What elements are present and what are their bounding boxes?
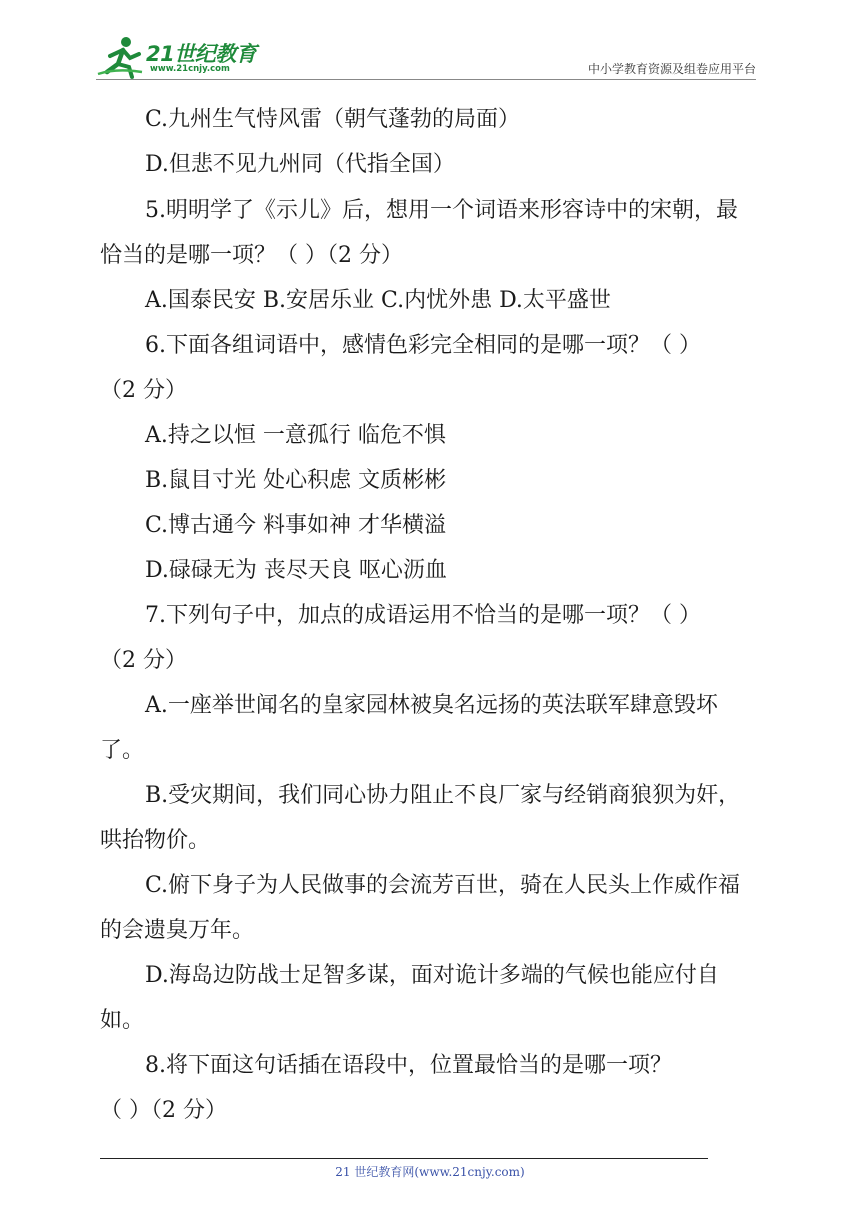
q7-option-c-cont: 的会遗臭万年。 — [100, 918, 255, 943]
q7-score: （2 分） — [100, 648, 187, 673]
q5-options: A.国泰民安 B.安居乐业 C.内忧外患 D.太平盛世 — [145, 288, 611, 313]
site-logo[interactable] — [96, 34, 261, 80]
q7-option-d-cont: 如。 — [100, 1008, 145, 1033]
q7-option-a: A.一座举世闻名的皇家园林被臭名远扬的英法联军肆意毁坏 — [145, 693, 718, 718]
logo-url: www.21cnjy.com — [150, 64, 230, 74]
header-divider — [96, 79, 756, 80]
q6-option-c: C.博古通今 料事如神 才华横溢 — [145, 513, 447, 538]
footer-link[interactable]: 21 世纪教育网(www.21cnjy.com) — [335, 1165, 525, 1179]
q6-option-a: A.持之以恒 一意孤行 临危不惧 — [145, 423, 446, 448]
q4-option-d: D.但悲不见九州同（代指全国） — [145, 152, 455, 177]
q6-stem: 6.下面各组词语中，感情色彩完全相同的是哪一项？（ ） — [145, 333, 701, 358]
q5-stem-cont: 恰当的是哪一项？（ ）（2 分） — [100, 243, 403, 268]
q4-option-c: C.九州生气恃风雷（朝气蓬勃的局面） — [145, 107, 521, 132]
page-header — [0, 0, 860, 90]
q6-option-d: D.碌碌无为 丧尽天良 呕心沥血 — [145, 558, 447, 583]
q7-option-c: C.俯下身子为人民做事的会流芳百世，骑在人民头上作威作福 — [145, 873, 741, 898]
q7-option-d: D.海岛边防战士足智多谋，面对诡计多端的气候也能应付自 — [145, 963, 719, 988]
q7-option-b-cont: 哄抬物价。 — [100, 828, 211, 853]
q7-option-a-cont: 了。 — [100, 738, 145, 763]
q6-option-b: B.鼠目寸光 处心积虑 文质彬彬 — [145, 468, 447, 493]
q8-stem-cont: （ ）（2 分） — [100, 1098, 227, 1123]
header-tagline: 中小学教育资源及组卷应用平台 — [587, 62, 756, 76]
q8-stem: 8.将下面这句话插在语段中，位置最恰当的是哪一项？ — [145, 1053, 672, 1078]
q5-stem: 5.明明学了《示儿》后，想用一个词语来形容诗中的宋朝，最 — [145, 198, 738, 223]
footer-divider — [100, 1158, 708, 1159]
q7-option-b: B.受灾期间，我们同心协力阻止不良厂家与经销商狼狈为奸， — [145, 783, 741, 808]
q7-stem: 7.下列句子中，加点的成语运用不恰当的是哪一项？（ ） — [145, 603, 701, 628]
logo-text: 21世纪教育 — [146, 42, 257, 66]
running-figure-logo-icon — [96, 34, 146, 80]
q6-score: （2 分） — [100, 378, 187, 403]
